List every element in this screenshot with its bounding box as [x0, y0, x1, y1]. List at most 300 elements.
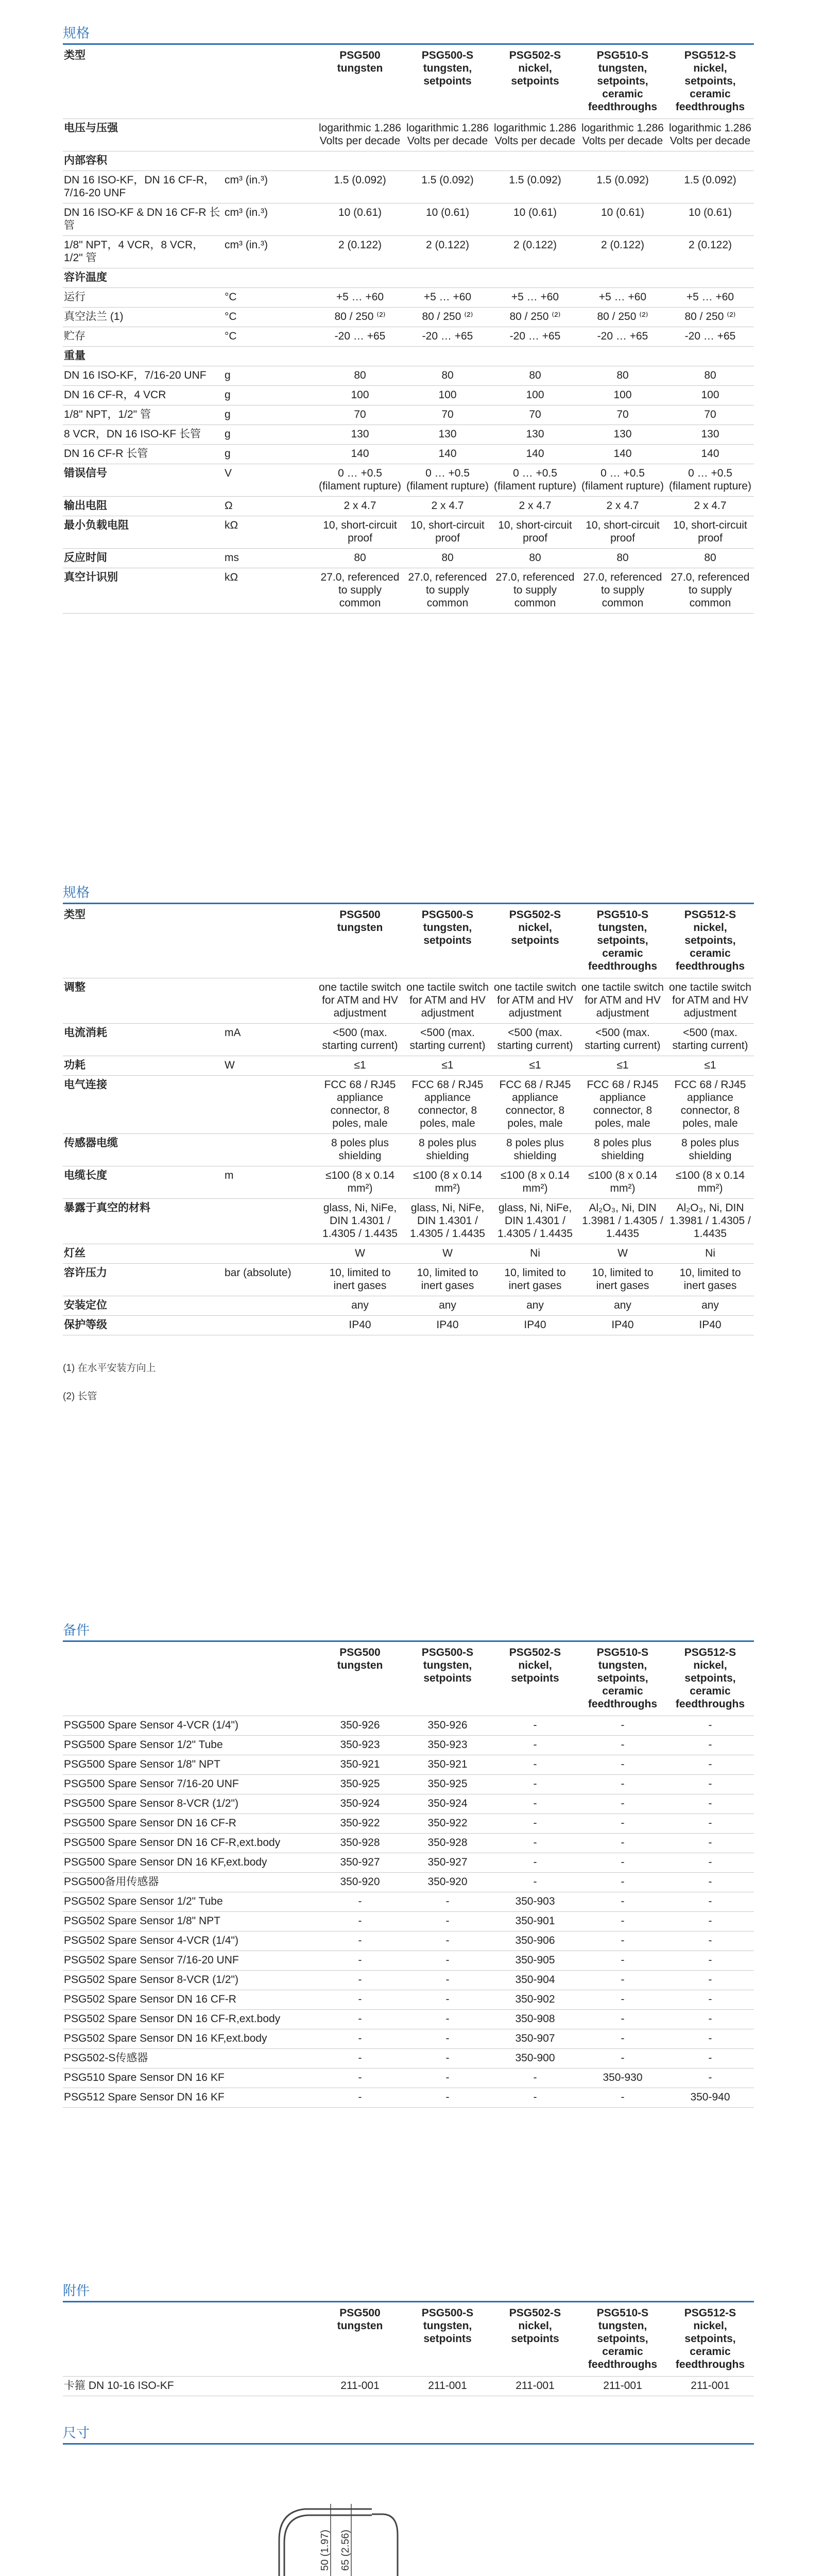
column-header — [404, 45, 491, 119]
dimensions-section — [63, 2425, 754, 2445]
spec-row — [63, 425, 754, 445]
part-number: 350-901 — [491, 1912, 579, 1931]
spec-label: 电流消耗 — [63, 1024, 222, 1056]
spec-label: 最小负载电阻 — [63, 516, 222, 549]
spec-value: ≤1 — [579, 1056, 666, 1076]
table-row — [63, 1814, 754, 1834]
spec-row — [63, 1056, 754, 1076]
part-number: - — [491, 1873, 579, 1892]
table-row — [63, 1834, 754, 1853]
part-number: - — [579, 1853, 666, 1873]
column-model-desc: nickel, setpoints, ceramic feedthroughs — [675, 2320, 745, 2370]
column-model-desc: tungsten — [337, 62, 383, 74]
spec-unit: bar (absolute) — [222, 1264, 316, 1296]
part-number: - — [666, 2069, 754, 2088]
spec-row — [63, 1244, 754, 1264]
part-number: 350-928 — [404, 1834, 491, 1853]
spec-value: <500 (max. starting current) — [491, 1024, 579, 1056]
group-header-row — [63, 268, 754, 288]
spec-value: 80 — [316, 366, 404, 386]
spec-value: 130 — [316, 425, 404, 445]
spec-row — [63, 1166, 754, 1199]
part-number: - — [491, 1834, 579, 1853]
table-row — [63, 1931, 754, 1951]
part-number: 350-930 — [579, 2069, 666, 2088]
column-header — [666, 45, 754, 119]
spec-label: 灯丝 — [63, 1244, 222, 1264]
part-number: - — [579, 1775, 666, 1794]
part-number: 350-921 — [316, 1755, 404, 1775]
column-model-name: PSG502-S — [509, 909, 561, 921]
column-header — [666, 1642, 754, 1716]
spec-section-2 — [63, 884, 754, 1402]
table-row — [63, 1716, 754, 1736]
part-number: - — [666, 1971, 754, 1990]
header-blank-cell — [63, 2302, 316, 2377]
part-number: - — [579, 1794, 666, 1814]
spec-row — [63, 1076, 754, 1134]
spec-value: Al₂O₃, Ni, DIN 1.3981 / 1.4305 / 1.4435 — [666, 1199, 754, 1244]
part-number: - — [579, 1971, 666, 1990]
spec-value: 100 — [404, 386, 491, 405]
column-header — [666, 904, 754, 978]
part-number: 211-001 — [491, 2377, 579, 2396]
part-number: - — [316, 1971, 404, 1990]
part-number: - — [316, 2069, 404, 2088]
spec-unit — [222, 119, 316, 151]
spec-value: glass, Ni, NiFe, DIN 1.4301 / 1.4305 / 1.4435 — [316, 1199, 404, 1244]
part-label: PSG502 Spare Sensor DN 16 CF-R — [63, 1990, 316, 2010]
spec-row — [63, 204, 754, 236]
spec-value: 10, limited to inert gases — [316, 1264, 404, 1296]
group-label: 内部容积 — [63, 151, 754, 171]
column-header — [666, 2302, 754, 2377]
section-title-accessories: 附件 — [63, 2282, 754, 2302]
spec-value: 100 — [666, 386, 754, 405]
part-number: - — [404, 2088, 491, 2108]
spec-unit: °C — [222, 288, 316, 308]
spec-value: logarithmic 1.286 Volts per decade — [491, 119, 579, 151]
spec-value: 80 — [491, 366, 579, 386]
spec-value: 0 … +0.5 (filament rupture) — [404, 464, 491, 497]
spec-row — [63, 308, 754, 327]
part-number: - — [404, 1912, 491, 1931]
column-header — [491, 2302, 579, 2377]
spec-value: 80 / 250 ⁽²⁾ — [491, 308, 579, 327]
column-header — [404, 1642, 491, 1716]
spec-table-2 — [63, 904, 754, 1335]
part-number: - — [579, 2010, 666, 2029]
spec-value: 10, short-circuit proof — [666, 516, 754, 549]
spec-row — [63, 568, 754, 614]
spec-unit: g — [222, 366, 316, 386]
part-label: PSG502 Spare Sensor 8-VCR (1/2") — [63, 1971, 316, 1990]
part-label: PSG510 Spare Sensor DN 16 KF — [63, 2069, 316, 2088]
spec-unit: g — [222, 445, 316, 464]
spec-label: 电缆长度 — [63, 1166, 222, 1199]
spec-row — [63, 366, 754, 386]
group-header-row — [63, 151, 754, 171]
part-label: PSG502 Spare Sensor 1/8" NPT — [63, 1912, 316, 1931]
spec-value: ≤1 — [404, 1056, 491, 1076]
spec-value: 70 — [316, 405, 404, 425]
spec-unit: V — [222, 464, 316, 497]
spec-unit: mA — [222, 1024, 316, 1056]
spec-row — [63, 516, 754, 549]
table-header-row — [63, 45, 754, 119]
part-number: - — [316, 2088, 404, 2108]
dimension-drawing-svg — [63, 2452, 754, 2576]
dimension-drawing — [63, 2452, 754, 2576]
spec-unit: °C — [222, 327, 316, 347]
spec-row — [63, 327, 754, 347]
column-model-name: PSG500-S — [421, 2307, 474, 2319]
spec-value: W — [404, 1244, 491, 1264]
spec-value: 80 — [404, 549, 491, 568]
part-number: - — [579, 1736, 666, 1755]
spec-label: 功耗 — [63, 1056, 222, 1076]
part-number: 350-908 — [491, 2010, 579, 2029]
column-model-name: PSG500-S — [421, 909, 474, 921]
part-number: 350-926 — [316, 1716, 404, 1736]
spec-row — [63, 549, 754, 568]
spec-value: IP40 — [404, 1316, 491, 1335]
spec-value: 140 — [404, 445, 491, 464]
spec-value: 100 — [579, 386, 666, 405]
part-number: - — [491, 1775, 579, 1794]
part-number: 350-904 — [491, 1971, 579, 1990]
spec-value: any — [579, 1296, 666, 1316]
part-number: 350-925 — [404, 1775, 491, 1794]
part-number: - — [491, 1794, 579, 1814]
table-row — [63, 1736, 754, 1755]
part-number: - — [491, 1716, 579, 1736]
part-number: - — [666, 1794, 754, 1814]
spec-value: 0 … +0.5 (filament rupture) — [316, 464, 404, 497]
part-number: - — [579, 2029, 666, 2049]
spec-value: 2 (0.122) — [491, 236, 579, 268]
column-model-name: PSG512-S — [684, 49, 736, 61]
column-header — [316, 904, 404, 978]
spec-unit: kΩ — [222, 516, 316, 549]
part-number: - — [316, 2029, 404, 2049]
part-number: - — [666, 1892, 754, 1912]
column-header — [404, 904, 491, 978]
spec-label: 暴露于真空的材料 — [63, 1199, 222, 1244]
column-header — [491, 45, 579, 119]
spec-value: 140 — [579, 445, 666, 464]
part-number: - — [666, 1853, 754, 1873]
part-number: - — [579, 1716, 666, 1736]
part-number: - — [579, 1755, 666, 1775]
spec-label: 调整 — [63, 978, 222, 1024]
spec-unit — [222, 1199, 316, 1244]
spec-label: 电压与压强 — [63, 119, 222, 151]
spec-value: 10 (0.61) — [579, 204, 666, 236]
spec-value: glass, Ni, NiFe, DIN 1.4301 / 1.4305 / 1.4435 — [491, 1199, 579, 1244]
spec-row — [63, 236, 754, 268]
spec-label: 保护等级 — [63, 1316, 222, 1335]
spec-table-1 — [63, 45, 754, 614]
spec-value: +5 … +60 — [579, 288, 666, 308]
spec-unit — [222, 1244, 316, 1264]
spec-value: 100 — [316, 386, 404, 405]
column-model-desc: nickel, setpoints, ceramic feedthroughs — [675, 1659, 745, 1710]
spec-value: 130 — [666, 425, 754, 445]
part-number: - — [666, 1775, 754, 1794]
part-number: 350-924 — [316, 1794, 404, 1814]
spec-value: 130 — [404, 425, 491, 445]
column-model-desc: tungsten — [337, 1659, 383, 1671]
column-model-desc: tungsten — [337, 2320, 383, 2332]
spec-value: ≤1 — [316, 1056, 404, 1076]
spec-value: 10, short-circuit proof — [579, 516, 666, 549]
spec-unit: kΩ — [222, 568, 316, 614]
dim-50: 50 (1.97) — [319, 2529, 331, 2571]
spec-value: one tactile switch for ATM and HV adjustment — [316, 978, 404, 1024]
spec-value: FCC 68 / RJ45 appliance connector, 8 poles, male — [579, 1076, 666, 1134]
part-number: 350-922 — [404, 1814, 491, 1834]
part-number: 350-903 — [491, 1892, 579, 1912]
spec-label: 容许压力 — [63, 1264, 222, 1296]
spec-value: +5 … +60 — [491, 288, 579, 308]
spec-value: 10, short-circuit proof — [316, 516, 404, 549]
column-model-desc: tungsten, setpoints — [423, 2320, 472, 2345]
spec-value: 2 x 4.7 — [491, 497, 579, 516]
spec-value: FCC 68 / RJ45 appliance connector, 8 poles, male — [491, 1076, 579, 1134]
column-model-desc: tungsten, setpoints — [423, 62, 472, 87]
spec-value: ≤100 (8 x 0.14 mm²) — [666, 1166, 754, 1199]
part-number: 350-924 — [404, 1794, 491, 1814]
part-label: PSG500 Spare Sensor DN 16 KF,ext.body — [63, 1853, 316, 1873]
spec-label: 安装定位 — [63, 1296, 222, 1316]
part-number: - — [316, 1892, 404, 1912]
part-number: - — [666, 2049, 754, 2069]
part-label: 卡箍 DN 10-16 ISO-KF — [63, 2377, 316, 2396]
spec-value: -20 … +65 — [491, 327, 579, 347]
spec-value: 27.0, referenced to supply common — [316, 568, 404, 614]
part-number: - — [666, 1755, 754, 1775]
spec-value: Ni — [491, 1244, 579, 1264]
table-header-row — [63, 2302, 754, 2377]
part-label: PSG500备用传感器 — [63, 1873, 316, 1892]
table-row — [63, 2088, 754, 2108]
spec-row — [63, 288, 754, 308]
spec-value: 2 x 4.7 — [666, 497, 754, 516]
group-label: 重量 — [63, 347, 754, 366]
spec-label: 真空计识别 — [63, 568, 222, 614]
column-model-name: PSG512-S — [684, 2307, 736, 2319]
part-number: - — [404, 1892, 491, 1912]
spec-value: 1.5 (0.092) — [316, 171, 404, 204]
part-label: PSG502-S传感器 — [63, 2049, 316, 2069]
spec-value: 1.5 (0.092) — [666, 171, 754, 204]
part-number: - — [316, 1931, 404, 1951]
part-number: - — [404, 1971, 491, 1990]
spec-value: +5 … +60 — [666, 288, 754, 308]
part-number: - — [404, 1990, 491, 2010]
part-number: 350-926 — [404, 1716, 491, 1736]
spec-value: 80 / 250 ⁽²⁾ — [316, 308, 404, 327]
spec-unit: °C — [222, 308, 316, 327]
spec-value: ≤1 — [666, 1056, 754, 1076]
spec-value: any — [316, 1296, 404, 1316]
spec-value: 80 / 250 ⁽²⁾ — [404, 308, 491, 327]
spec-value: -20 … +65 — [579, 327, 666, 347]
spec-label: DN 16 ISO-KF，DN 16 CF-R，7/16-20 UNF — [63, 171, 222, 204]
spec-value: <500 (max. starting current) — [404, 1024, 491, 1056]
spec-label: 1/8" NPT，1/2" 管 — [63, 405, 222, 425]
table-row — [63, 1951, 754, 1971]
spec-value: W — [579, 1244, 666, 1264]
spec-value: 2 (0.122) — [666, 236, 754, 268]
part-number: - — [316, 1951, 404, 1971]
part-number: - — [579, 1951, 666, 1971]
spec-label: 错误信号 — [63, 464, 222, 497]
spec-label: 电气连接 — [63, 1076, 222, 1134]
column-model-desc: nickel, setpoints, ceramic feedthroughs — [675, 922, 745, 972]
column-model-desc: tungsten, setpoints, ceramic feedthroughs — [588, 62, 658, 113]
header-type-label: 类型 — [63, 904, 222, 978]
part-number: 350-927 — [316, 1853, 404, 1873]
column-model-name: PSG510-S — [596, 909, 649, 921]
spec-label: DN 16 ISO-KF，7/16-20 UNF — [63, 366, 222, 386]
part-number: 350-907 — [491, 2029, 579, 2049]
part-number: 350-923 — [316, 1736, 404, 1755]
spec-value: 1.5 (0.092) — [491, 171, 579, 204]
section-title-dimensions: 尺寸 — [63, 2425, 754, 2445]
column-model-desc: nickel, setpoints — [511, 2320, 559, 2345]
part-number: - — [579, 1892, 666, 1912]
spec-value: one tactile switch for ATM and HV adjustment — [404, 978, 491, 1024]
spec-value: 70 — [579, 405, 666, 425]
spec-value: 80 — [491, 549, 579, 568]
spec-value: FCC 68 / RJ45 appliance connector, 8 poles, male — [666, 1076, 754, 1134]
spec-value: 27.0, referenced to supply common — [666, 568, 754, 614]
spec-value: 10, limited to inert gases — [579, 1264, 666, 1296]
table-row — [63, 1755, 754, 1775]
spec-value: 80 / 250 ⁽²⁾ — [666, 308, 754, 327]
column-model-name: PSG502-S — [509, 2307, 561, 2319]
spec-value: 140 — [316, 445, 404, 464]
spec-value: 10, limited to inert gases — [404, 1264, 491, 1296]
spec-label: DN 16 ISO-KF & DN 16 CF-R 长管 — [63, 204, 222, 236]
spec-label: 运行 — [63, 288, 222, 308]
spec-value: 2 x 4.7 — [579, 497, 666, 516]
spec-value: 100 — [491, 386, 579, 405]
part-number: 350-902 — [491, 1990, 579, 2010]
spec-value: one tactile switch for ATM and HV adjustment — [666, 978, 754, 1024]
spec-value: any — [491, 1296, 579, 1316]
part-number: - — [404, 2029, 491, 2049]
part-number: - — [491, 1853, 579, 1873]
part-number: 211-001 — [404, 2377, 491, 2396]
spec-value: logarithmic 1.286 Volts per decade — [404, 119, 491, 151]
spec-value: one tactile switch for ATM and HV adjustment — [491, 978, 579, 1024]
part-number: - — [579, 1931, 666, 1951]
section-title-spec-1: 规格 — [63, 25, 754, 45]
column-model-name: PSG510-S — [596, 2307, 649, 2319]
table-row — [63, 2377, 754, 2396]
section-title-spares: 备件 — [63, 1622, 754, 1642]
spec-value: 80 / 250 ⁽²⁾ — [579, 308, 666, 327]
spec-value: IP40 — [666, 1316, 754, 1335]
table-row — [63, 1912, 754, 1931]
column-model-name: PSG512-S — [684, 1647, 736, 1658]
spec-row — [63, 464, 754, 497]
column-model-name: PSG500 — [339, 2307, 381, 2319]
table-header-row — [63, 904, 754, 978]
spares-table — [63, 1642, 754, 2108]
spec-value: glass, Ni, NiFe, DIN 1.4301 / 1.4305 / 1.4435 — [404, 1199, 491, 1244]
spec-value: 8 poles plus shielding — [491, 1134, 579, 1166]
column-model-name: PSG500 — [339, 49, 381, 61]
spec-value: 10 (0.61) — [491, 204, 579, 236]
spec-value: 140 — [666, 445, 754, 464]
spec-value: logarithmic 1.286 Volts per decade — [579, 119, 666, 151]
column-model-desc: tungsten, setpoints, ceramic feedthroughs — [588, 2320, 658, 2370]
dim-65: 65 (2.56) — [340, 2529, 351, 2571]
part-number: - — [404, 2010, 491, 2029]
column-model-name: PSG500 — [339, 909, 381, 921]
spec-value: -20 … +65 — [404, 327, 491, 347]
part-label: PSG500 Spare Sensor DN 16 CF-R,ext.body — [63, 1834, 316, 1853]
part-label: PSG502 Spare Sensor DN 16 KF,ext.body — [63, 2029, 316, 2049]
spec-value: 0 … +0.5 (filament rupture) — [491, 464, 579, 497]
header-unit-cell — [222, 45, 316, 119]
spec-value: +5 … +60 — [404, 288, 491, 308]
part-number: 350-927 — [404, 1853, 491, 1873]
spec-value: 10, limited to inert gases — [666, 1264, 754, 1296]
spec-row — [63, 1024, 754, 1056]
spec-value: 2 (0.122) — [404, 236, 491, 268]
header-blank-cell — [63, 1642, 316, 1716]
column-model-name: PSG500 — [339, 1647, 381, 1658]
part-label: PSG502 Spare Sensor DN 16 CF-R,ext.body — [63, 2010, 316, 2029]
part-number: - — [666, 1716, 754, 1736]
spec-row — [63, 1316, 754, 1335]
part-number: - — [491, 2088, 579, 2108]
part-label: PSG500 Spare Sensor 8-VCR (1/2") — [63, 1794, 316, 1814]
spec-unit: g — [222, 386, 316, 405]
part-number: - — [316, 1912, 404, 1931]
spec-value: W — [316, 1244, 404, 1264]
spec-value: 70 — [404, 405, 491, 425]
part-label: PSG500 Spare Sensor 4-VCR (1/4") — [63, 1716, 316, 1736]
table-row — [63, 1971, 754, 1990]
part-number: - — [404, 2049, 491, 2069]
header-type-label: 类型 — [63, 45, 222, 119]
part-number: - — [316, 2010, 404, 2029]
column-model-desc: tungsten, setpoints — [423, 922, 472, 946]
part-number: - — [579, 1834, 666, 1853]
column-model-desc: nickel, setpoints, ceramic feedthroughs — [675, 62, 745, 113]
column-header — [579, 904, 666, 978]
spec-row — [63, 1296, 754, 1316]
spec-value: ≤100 (8 x 0.14 mm²) — [316, 1166, 404, 1199]
column-model-name: PSG502-S — [509, 1647, 561, 1658]
spec-unit: g — [222, 405, 316, 425]
spec-value: Ni — [666, 1244, 754, 1264]
spec-unit: m — [222, 1166, 316, 1199]
part-number: - — [491, 2069, 579, 2088]
part-number: - — [316, 1990, 404, 2010]
spec-row — [63, 119, 754, 151]
spec-value: 1.5 (0.092) — [579, 171, 666, 204]
spec-value: 2 (0.122) — [316, 236, 404, 268]
part-number: 211-001 — [316, 2377, 404, 2396]
spec-value: ≤100 (8 x 0.14 mm²) — [491, 1166, 579, 1199]
